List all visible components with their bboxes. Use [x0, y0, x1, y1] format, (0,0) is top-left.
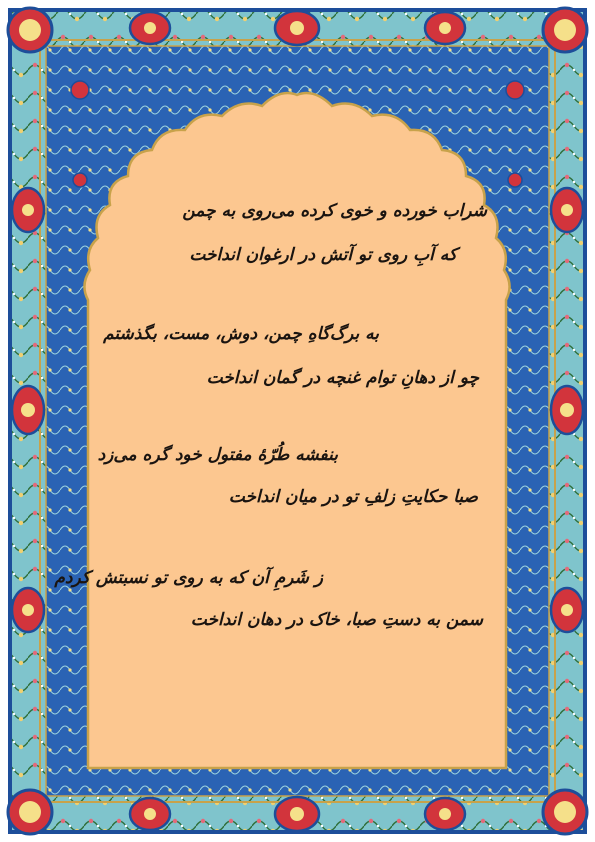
- verse-2-line-1: به برگ‌گاهِ چمن، دوش، مست، بگذشتم: [103, 324, 379, 344]
- text-panel: [84, 93, 509, 768]
- verse-4-line-2: سمن به دستِ صبا، خاک در دهان انداخت: [190, 610, 483, 630]
- verse-1-line-1: شراب خورده و خوی کرده می‌روی به چمن: [182, 201, 487, 221]
- verse-4-line-1: ز شَرمِ آن که به روی تو نسبتش کردم: [54, 568, 323, 588]
- verse-2-line-2: چو از دهانِ توام غنچه در گمان انداخت: [206, 368, 479, 388]
- verse-3-line-1: بنفشه طُرّهٔ مفتول خود گره می‌زد: [97, 445, 338, 465]
- verse-1-line-2: که آبِ روی تو آتش در ارغوان انداخت: [189, 245, 457, 265]
- verse-3-line-2: صبا حکایتِ زلفِ تو در میان انداخت: [228, 487, 478, 507]
